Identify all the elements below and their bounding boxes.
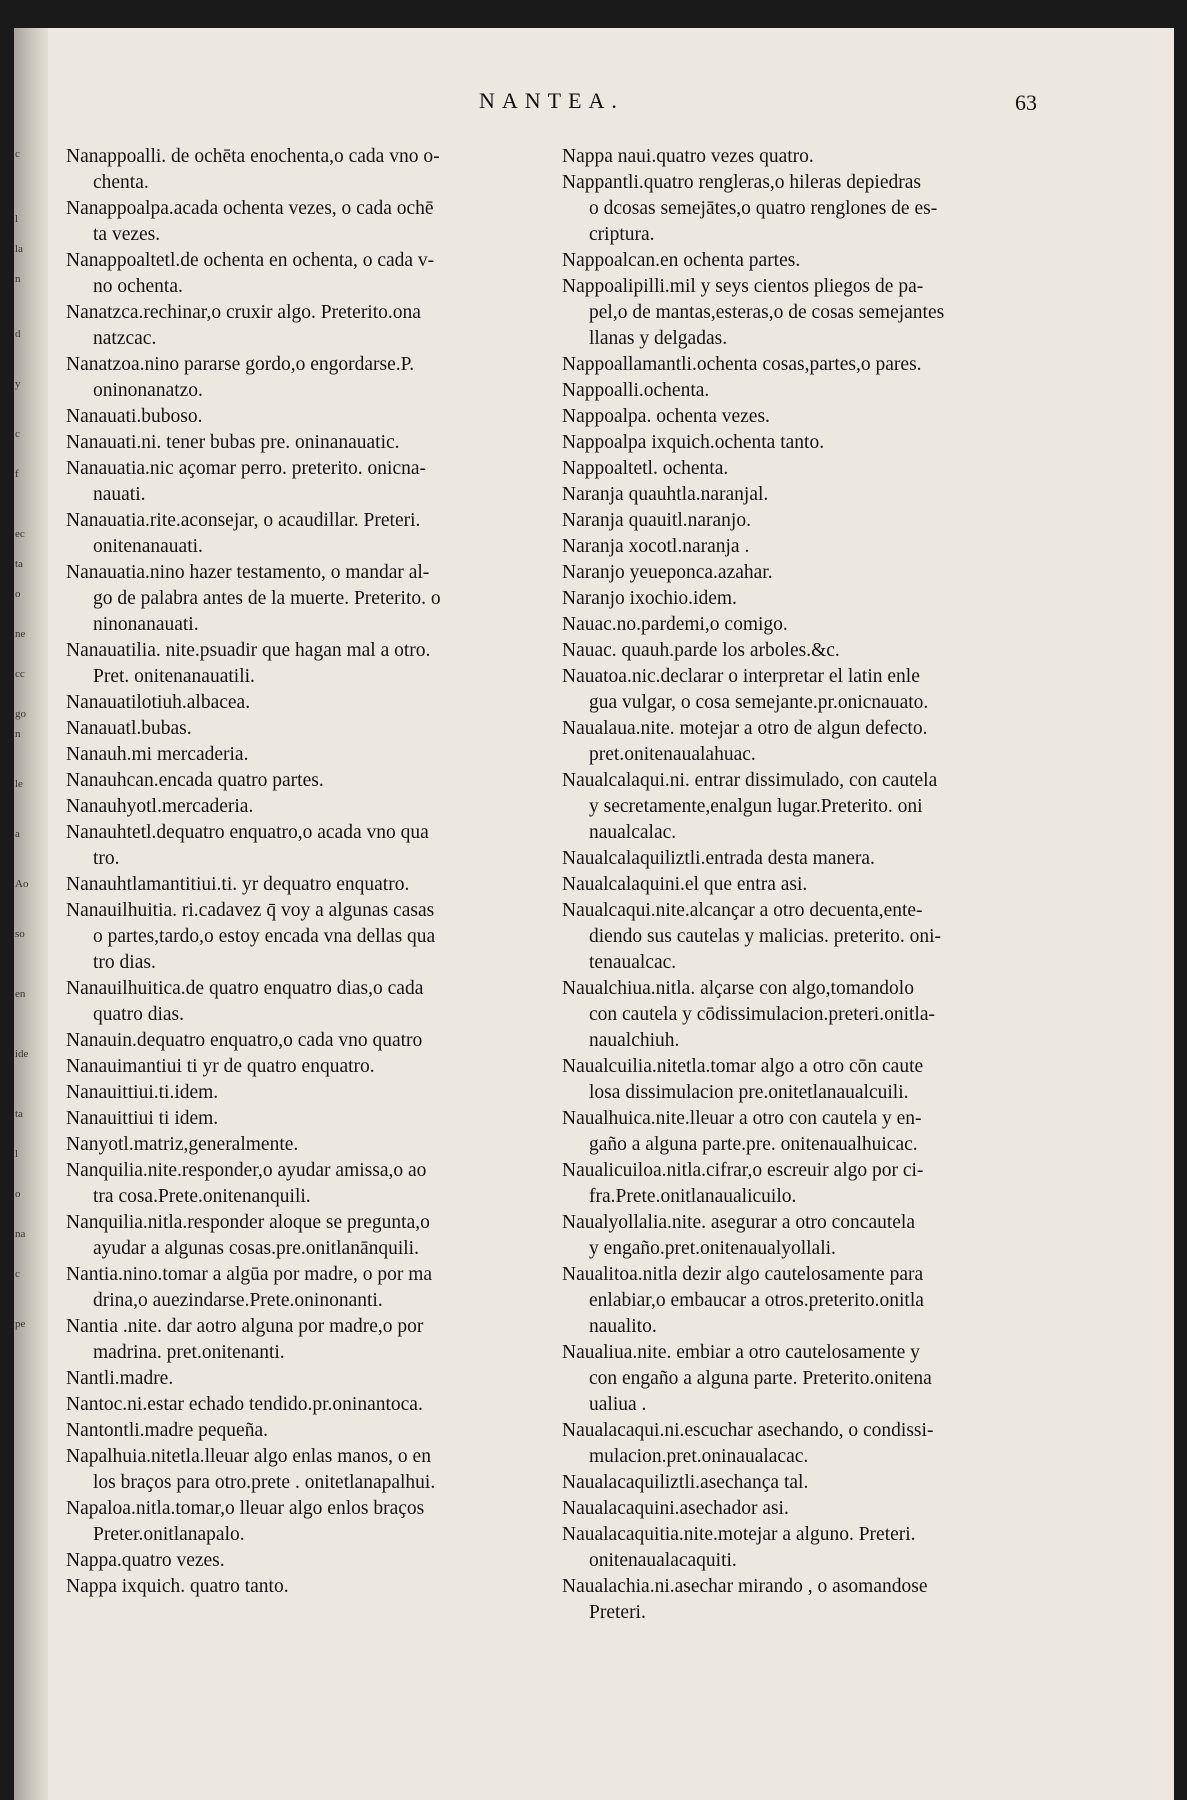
gutter-fragment: d [15, 328, 21, 340]
entry-text [562, 768, 937, 846]
entry-headline: Naualyollalia.nite. asegurar a otro concautela [562, 1212, 915, 1233]
entry-headline: Naualcuilia.nitetla.tomar algo a otro cōn caute [562, 1056, 924, 1077]
entry-text [66, 352, 414, 404]
dictionary-entry [562, 404, 1062, 430]
gutter-fragment: a [15, 828, 20, 840]
gutter-fragment: ne [15, 628, 26, 640]
entry-headline: Naualitoa.nitla dezir algo cautelosamente para [562, 1264, 924, 1285]
page-header [14, 68, 1174, 115]
entry-text [562, 872, 807, 898]
entry-continuation: criptura. [589, 224, 655, 245]
dictionary-entry [562, 508, 1062, 534]
dictionary-entry [562, 1418, 1062, 1470]
dictionary-entry [562, 456, 1062, 482]
dictionary-entry [66, 1106, 562, 1132]
gutter-fragment: c [15, 1268, 20, 1280]
entry-headline: Nantli.madre. [66, 1368, 174, 1389]
entry-headline: Naualcalaquini.el que entra asi. [562, 874, 808, 895]
entry-headline: Nanauatia.rite.aconsejar, o acaudillar. Preteri. [66, 510, 421, 531]
dictionary-entry [66, 456, 562, 508]
dictionary-entry [66, 1418, 562, 1444]
entry-continuation: tro dias. [93, 952, 156, 973]
entry-text [66, 300, 421, 352]
entry-headline: Napalhuia.nitetla.lleuar algo enlas manos, o en [66, 1446, 431, 1467]
dictionary-entry [562, 846, 1062, 872]
dictionary-entry [562, 1054, 1062, 1106]
entry-text [66, 404, 202, 430]
entry-text [562, 1210, 915, 1262]
dictionary-entry [66, 1210, 562, 1262]
entry-continuation: tra cosa.Prete.onitenanquili. [93, 1186, 311, 1207]
entry-text [562, 508, 751, 534]
entry-headline: Nauac. quauh.parde los arboles.&c. [562, 640, 840, 661]
entry-text [562, 586, 737, 612]
entry-text [66, 1314, 423, 1366]
entry-continuation: go de palabra antes de la muerte. Preterito. o [93, 588, 441, 609]
entry-continuation: fra.Prete.onitlanaualicuilo. [589, 1186, 797, 1207]
gutter-fragment: go [15, 708, 26, 720]
entry-text [66, 872, 409, 898]
entry-continuation: mulacion.pret.oninaualacac. [589, 1446, 809, 1467]
dictionary-entry [562, 1158, 1062, 1210]
gutter-fragment: l [15, 1148, 19, 1160]
entry-headline: Naualchiua.nitla. alҫarse con algo,tomandolo [562, 978, 914, 999]
dictionary-entry [66, 768, 562, 794]
entry-headline: Naualacaquitia.nite.motejar a alguno. Preteri. [562, 1524, 916, 1545]
gutter-fragment: Ao [15, 878, 29, 890]
dictionary-entry [562, 1210, 1062, 1262]
entry-text [66, 1158, 426, 1210]
entry-text [66, 1392, 423, 1418]
dictionary-entry [66, 1314, 562, 1366]
entry-text [66, 508, 420, 560]
entry-continuation: chenta. [93, 172, 149, 193]
dictionary-entry [66, 638, 562, 690]
dictionary-entry [66, 144, 562, 196]
entry-continuation: Pret. onitenanauatili. [93, 666, 255, 687]
entry-headline: Nanappoalpa.acada ochenta vezes, o cada ochē [66, 198, 434, 219]
entry-text [66, 976, 423, 1028]
entry-text [562, 248, 800, 274]
entry-headline: Naualacaquiliztli.asechanҫa tal. [562, 1472, 809, 1493]
entry-continuation: enlabiar,o embaucar a otros.preterito.onitla [589, 1290, 924, 1311]
gutter-fragment: la [15, 243, 23, 255]
dictionary-entry [66, 690, 562, 716]
entry-text [66, 1054, 375, 1080]
dictionary-entry [66, 794, 562, 820]
entry-text [562, 534, 749, 560]
gutter-fragment: l [15, 213, 19, 225]
entry-text [66, 196, 434, 248]
gutter-fragment: so [15, 928, 25, 940]
entry-text [66, 1106, 218, 1132]
entry-text [66, 820, 429, 872]
entry-continuation: pret.onitenaualahuac. [589, 744, 756, 765]
entry-text [562, 560, 773, 586]
entry-text [562, 1496, 789, 1522]
gutter-fragment: y [15, 378, 21, 390]
entry-text [66, 768, 324, 794]
entry-headline: Naualacaquini.asechador asi. [562, 1498, 789, 1519]
entry-text [66, 1418, 268, 1444]
entry-continuation: tro. [93, 848, 120, 869]
dictionary-entry [562, 430, 1062, 456]
entry-continuation: natzcac. [93, 328, 157, 349]
entry-continuation: Preter.onitlanapalo. [93, 1524, 245, 1545]
dictionary-entry [66, 898, 562, 976]
dictionary-entry [562, 1470, 1062, 1496]
gutter-fragment: ec [15, 528, 25, 540]
entry-text [562, 1106, 922, 1158]
running-head: NANTEA. [479, 88, 624, 113]
entry-headline: Nanquilia.nitla.responder aloque se pregunta,o [66, 1212, 430, 1233]
entry-continuation: ualiua . [589, 1394, 647, 1415]
gutter-fragment: ta [15, 558, 23, 570]
entry-headline: Nauac.no.pardemi,o comigo. [562, 614, 788, 635]
entry-continuation: naualito. [589, 1316, 657, 1337]
entry-headline: Nantontli.madre pequeña. [66, 1420, 268, 1441]
entry-text [562, 170, 937, 248]
entry-text [66, 1444, 435, 1496]
entry-headline: Nanauittiui ti idem. [66, 1108, 219, 1129]
entry-headline: Nantia.nino.tomar a algūa por madre, o por ma [66, 1264, 433, 1285]
entry-headline: Nappa.quatro vezes. [66, 1550, 225, 1571]
dictionary-entry [66, 404, 562, 430]
dictionary-entry [562, 560, 1062, 586]
book-page [14, 28, 1174, 1800]
entry-text [562, 664, 928, 716]
entry-continuation: Preteri. [589, 1602, 646, 1623]
dictionary-entry [66, 352, 562, 404]
entry-continuation: con engaño a alguna parte. Preterito.onitena [589, 1368, 932, 1389]
entry-headline: Nanauatilotiuh.albacea. [66, 692, 251, 713]
dictionary-entry [66, 560, 562, 638]
dictionary-entry [562, 1340, 1062, 1418]
entry-text [562, 1054, 923, 1106]
entry-continuation: madrina. pret.onitenanti. [93, 1342, 285, 1363]
entry-text [562, 1574, 927, 1626]
entry-text [66, 1496, 424, 1548]
entry-text [562, 716, 927, 768]
gutter-fragment: ta [15, 1108, 23, 1120]
dictionary-entry [562, 482, 1062, 508]
gutter-fragment: c [15, 428, 20, 440]
dictionary-entry [562, 1496, 1062, 1522]
entry-text [562, 1340, 932, 1418]
dictionary-entry [66, 1158, 562, 1210]
entry-text [562, 976, 935, 1054]
entry-headline: Nanauati.ni. tener bubas pre. oninanauatic. [66, 432, 400, 453]
dictionary-entry [66, 1054, 562, 1080]
entry-text [66, 1548, 225, 1574]
entry-text [66, 690, 250, 716]
dictionary-entry [66, 716, 562, 742]
dictionary-entry [562, 1574, 1062, 1626]
entry-headline: Nanauimantiui ti yr de quatro enquatro. [66, 1056, 375, 1077]
entry-headline: Nanauin.dequatro enquatro,o cada vno quatro [66, 1030, 423, 1051]
entry-headline: Nappoaltetl. ochenta. [562, 458, 729, 479]
gutter-fragment: cc [15, 668, 25, 680]
entry-continuation: o partes,tardo,o estoy encada vna dellas qua [93, 926, 436, 947]
dictionary-entry [66, 1548, 562, 1574]
entry-text [562, 430, 824, 456]
gutter-fragment: n [15, 728, 21, 740]
entry-headline: Nappoallamantli.ochenta cosas,partes,o pares. [562, 354, 922, 375]
entry-headline: Nappoalipilli.mil y seys cientos pliegos de pa- [562, 276, 924, 297]
dictionary-entry [562, 638, 1062, 664]
entry-headline: Naranja quauitl.naranjo. [562, 510, 751, 531]
entry-headline: Naualaua.nite. motejar a otro de algun defecto. [562, 718, 928, 739]
entry-headline: Nantia .nite. dar aotro alguna por madre,o por [66, 1316, 424, 1337]
entry-continuation: o dcosas semejātes,o quatro renglones de es- [589, 198, 938, 219]
entry-text [562, 352, 922, 378]
dictionary-entry [562, 534, 1062, 560]
dictionary-entry [66, 1444, 562, 1496]
entry-headline: Naualcaqui.nite.alcanҫar a otro decuenta,ente- [562, 900, 923, 921]
gutter-fragment: f [15, 468, 19, 480]
entry-headline: Nanauh.mi mercaderia. [66, 744, 249, 765]
dictionary-entry [66, 1262, 562, 1314]
entry-headline: Nanauittiui.ti.idem. [66, 1082, 219, 1103]
entry-continuation: onitenanauati. [93, 536, 203, 557]
entry-headline: Naualiua.nite. embiar a otro cautelosamente y [562, 1342, 920, 1363]
entry-text [562, 638, 840, 664]
dictionary-entry [562, 716, 1062, 768]
entry-continuation: naualcalac. [589, 822, 677, 843]
entry-continuation: drina,o auezindarse.Prete.oninonanti. [93, 1290, 383, 1311]
dictionary-entry [562, 352, 1062, 378]
entry-continuation: con cautela y cōdissimulacion.preteri.onitla- [589, 1004, 936, 1025]
entry-headline: Nanappoaltetl.de ochenta en ochenta, o cada v- [66, 250, 435, 271]
dictionary-entry [562, 898, 1062, 976]
dictionary-entry [66, 1574, 562, 1600]
dictionary-entry [562, 1262, 1062, 1340]
entry-headline: Nanauhcan.encada quatro partes. [66, 770, 324, 791]
entry-text [562, 404, 770, 430]
right-column [562, 144, 1062, 1626]
entry-text [66, 794, 253, 820]
dictionary-entry [66, 300, 562, 352]
dictionary-entry [66, 820, 562, 872]
entry-continuation: naualchiuh. [589, 1030, 680, 1051]
dictionary-entry [562, 1522, 1062, 1574]
entry-text [66, 1028, 422, 1054]
entry-continuation: gua vulgar, o cosa semejante.pr.onicnauato. [589, 692, 929, 713]
entry-headline: Nanauhtetl.dequatro enquatro,o acada vno qua [66, 822, 429, 843]
entry-text [66, 742, 248, 768]
entry-continuation: tenaualcac. [589, 952, 677, 973]
entry-text [66, 560, 441, 638]
entry-headline: Nappoalli.ochenta. [562, 380, 710, 401]
entry-text [562, 612, 788, 638]
dictionary-entry [66, 508, 562, 560]
entry-headline: Nanauati.buboso. [66, 406, 203, 427]
entry-headline: Naualacaqui.ni.escuchar asechando, o condissi- [562, 1420, 934, 1441]
entry-continuation: llanas y delgadas. [589, 328, 728, 349]
entry-text [562, 456, 728, 482]
dictionary-entry [562, 586, 1062, 612]
dictionary-entry [66, 976, 562, 1028]
entry-headline: Nanauhyotl.mercaderia. [66, 796, 254, 817]
entry-continuation: y secretamente,enalgun lugar.Preterito. oni [589, 796, 923, 817]
entry-continuation: gaño a alguna parte.pre. onitenaualhuicac. [589, 1134, 918, 1155]
entry-text [562, 846, 875, 872]
dictionary-entry [562, 378, 1062, 404]
entry-continuation: ayudar a algunas cosas.pre.onitlanānquili. [93, 1238, 419, 1259]
entry-headline: Nanatzca.rechinar,o cruxir algo. Preterito.ona [66, 302, 421, 323]
entry-continuation: nauati. [93, 484, 146, 505]
entry-headline: Naranjo ixochio.idem. [562, 588, 737, 609]
entry-text [66, 1132, 298, 1158]
entry-headline: Nauatoa.nic.declarar o interpretar el latin enle [562, 666, 920, 687]
entry-continuation: quatro dias. [93, 1004, 184, 1025]
entry-headline: Nanauatilia. nite.psuadir que hagan mal a otro. [66, 640, 431, 661]
gutter-fragment: ide [15, 1048, 29, 1060]
dictionary-entry [562, 664, 1062, 716]
entry-headline: Nanappoalli. de ochēta enochenta,o cada vno o- [66, 146, 440, 167]
entry-text [562, 1262, 924, 1340]
dictionary-entry [66, 742, 562, 768]
left-column [66, 144, 562, 1600]
entry-headline: Naranja xocotl.naranja . [562, 536, 750, 557]
entry-continuation: pel,o de mantas,esteras,o de cosas semejantes [589, 302, 945, 323]
entry-headline: Naualicuiloa.nitla.cifrar,o escreuir algo por ci- [562, 1160, 924, 1181]
entry-text [562, 1522, 916, 1574]
entry-headline: Naranjo yeueponca.azahar. [562, 562, 773, 583]
dictionary-entry [562, 1106, 1062, 1158]
entry-headline: Naualcalaquiliztli.entrada desta manera. [562, 848, 875, 869]
entry-text [66, 716, 192, 742]
dictionary-entry [562, 248, 1062, 274]
facing-page-gutter [14, 28, 48, 1800]
entry-text [562, 482, 768, 508]
dictionary-entry [66, 1392, 562, 1418]
entry-headline: Nantoc.ni.estar echado tendido.pr.oninantoca. [66, 1394, 423, 1415]
dictionary-entry [562, 768, 1062, 846]
entry-headline: Nanauatia.nino hazer testamento, o mandar al- [66, 562, 430, 583]
entry-text [562, 1470, 808, 1496]
dictionary-entry [562, 170, 1062, 248]
entry-headline: Naualhuica.nite.lleuar a otro con cautela y en- [562, 1108, 922, 1129]
entry-headline: Nanauhtlamantitiui.ti. yr dequatro enquatro. [66, 874, 410, 895]
entry-headline: Nanauatl.bubas. [66, 718, 192, 739]
gutter-fragment: le [15, 778, 23, 790]
entry-text [66, 1262, 432, 1314]
entry-text [562, 274, 944, 352]
gutter-fragment: pe [15, 1318, 26, 1330]
entry-text [66, 638, 430, 690]
entry-headline: Nappa naui.quatro vezes quatro. [562, 146, 814, 167]
gutter-fragment: o [15, 1188, 21, 1200]
entry-text [66, 1080, 218, 1106]
entry-text [66, 1210, 430, 1262]
entry-continuation: no ochenta. [93, 276, 183, 297]
entry-continuation: onitenaualacaquiti. [589, 1550, 737, 1571]
entry-headline: Naualcalaqui.ni. entrar dissimulado, con cautela [562, 770, 938, 791]
dictionary-entry [66, 430, 562, 456]
dictionary-entry [66, 1132, 562, 1158]
gutter-fragment: o [15, 588, 21, 600]
entry-text [66, 1574, 289, 1600]
entry-headline: Nappoalpa ixquich.ochenta tanto. [562, 432, 825, 453]
entry-headline: Naranja quauhtla.naranjal. [562, 484, 769, 505]
entry-text [66, 456, 426, 508]
entry-continuation: ta vezes. [93, 224, 161, 245]
gutter-fragment: n [15, 273, 21, 285]
dictionary-entry [562, 612, 1062, 638]
entry-continuation: losa dissimulacion pre.onitetlanaualcuili. [589, 1082, 909, 1103]
entry-headline: Naualachia.ni.asechar mirando , o asomandose [562, 1576, 928, 1597]
gutter-fragment: c [15, 148, 20, 160]
entry-text [66, 430, 400, 456]
gutter-fragment: na [15, 1228, 26, 1240]
dictionary-entry [66, 1028, 562, 1054]
entry-text [562, 144, 814, 170]
entry-continuation: los braҫos para otro.prete . onitetlanapalhui. [93, 1472, 436, 1493]
entry-headline: Nanauilhuitia. ri.cadavez q̄ voy a algunas casas [66, 900, 435, 921]
entry-headline: Nanauatia.nic aҫomar perro. preterito. onicna- [66, 458, 427, 479]
entry-text [66, 144, 440, 196]
dictionary-entry [562, 274, 1062, 352]
folio-number: 63 [1015, 90, 1037, 115]
dictionary-entry [562, 872, 1062, 898]
entry-headline: Napaloa.nitla.tomar,o lleuar algo enlos braҫos [66, 1498, 425, 1519]
entry-headline: Nappantli.quatro rengleras,o hileras depiedras [562, 172, 921, 193]
dictionary-entry [66, 872, 562, 898]
entry-headline: Nappoalcan.en ochenta partes. [562, 250, 801, 271]
entry-headline: Nanauilhuitica.de quatro enquatro dias,o cada [66, 978, 424, 999]
entry-continuation: ninonanauati. [93, 614, 199, 635]
dictionary-entry [66, 1080, 562, 1106]
entry-text [562, 378, 709, 404]
entry-continuation: diendo sus cautelas y malicias. preterito. oni- [589, 926, 941, 947]
entry-headline: Nanyotl.matriz,generalmente. [66, 1134, 299, 1155]
entry-text [66, 898, 435, 976]
entry-headline: Nappoalpa. ochenta vezes. [562, 406, 770, 427]
entry-continuation: y engaño.pret.onitenaualyollali. [589, 1238, 836, 1259]
entry-text [66, 1366, 173, 1392]
dictionary-entry [66, 1366, 562, 1392]
entry-continuation: oninonanatzo. [93, 380, 203, 401]
dictionary-entry [562, 976, 1062, 1054]
entry-text [66, 248, 434, 300]
dictionary-entry [66, 248, 562, 300]
dictionary-entry [66, 1496, 562, 1548]
entry-text [562, 898, 941, 976]
entry-text [562, 1418, 933, 1470]
entry-headline: Nanquilia.nite.responder,o ayudar amissa,o ao [66, 1160, 427, 1181]
dictionary-entry [562, 144, 1062, 170]
gutter-fragment: en [15, 988, 26, 1000]
entry-text [562, 1158, 923, 1210]
dictionary-entry [66, 196, 562, 248]
entry-headline: Nappa ixquich. quatro tanto. [66, 1576, 289, 1597]
entry-headline: Nanatzoa.nino pararse gordo,o engordarse.P. [66, 354, 415, 375]
